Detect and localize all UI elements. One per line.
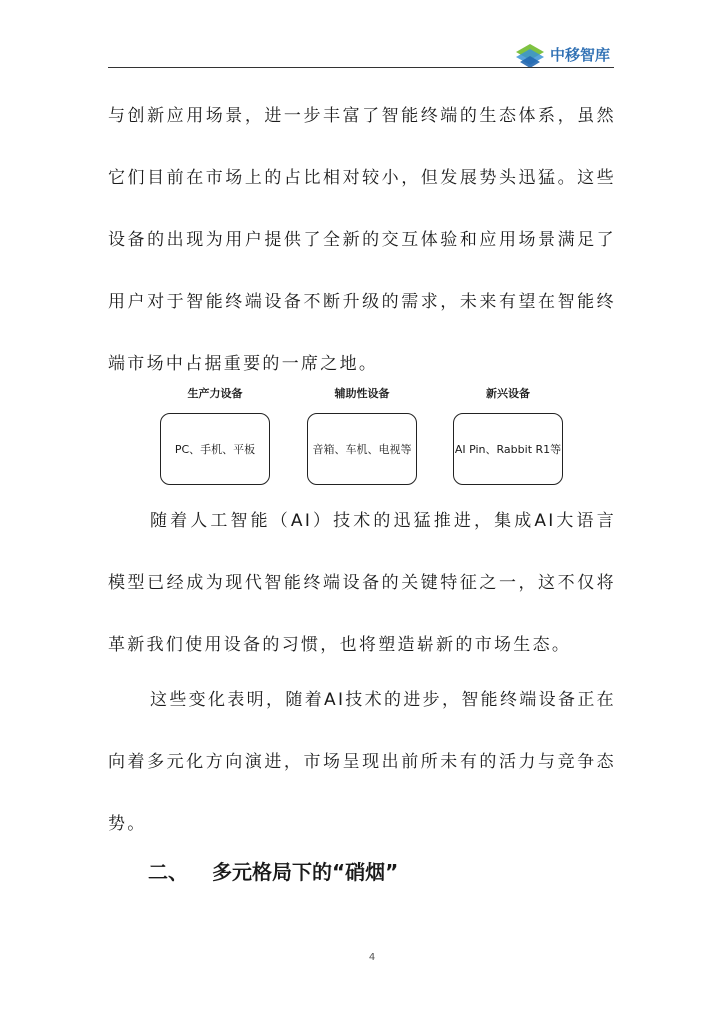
- logo-text: 中移智库: [550, 45, 611, 64]
- diagram-title: 新兴设备: [486, 387, 530, 400]
- section-heading: [148, 856, 398, 885]
- diagram-box: PC、手机、平板: [160, 413, 270, 485]
- paragraph-1: 与创新应用场景，进一步丰富了智能终端的生态体系，虽然它们目前在市场上的占比相对较小，但发展势头迅猛。这些设备的出现为用户提供了全新的交互体验和应用场景满足了用户对于智能终端设备不断升级的需求，未来有望在智能终端市场中占据重要的一席之地。: [108, 106, 616, 374]
- diagram-title: 辅助性设备: [334, 387, 390, 400]
- diagram-box: 音箱、车机、电视等: [307, 413, 417, 485]
- paragraph-3: 这些变化表明，随着AI技术的进步，智能终端设备正在向着多元化方向演进，市场呈现出前所未有的活力与竞争态势。: [108, 690, 616, 834]
- section-title: 多元格局下的“硝烟”: [212, 860, 399, 884]
- page-number: 4: [368, 952, 376, 963]
- diagram-column-productivity: [160, 383, 270, 485]
- header-logo: [512, 38, 617, 70]
- logo-mark-icon: [512, 38, 548, 70]
- diagram-column-auxiliary: [307, 383, 417, 485]
- device-category-diagram: [150, 383, 580, 489]
- paragraph-2: 随着人工智能（AI）技术的迅猛推进，集成AI大语言模型已经成为现代智能终端设备的关键特征之一，这不仅将革新我们使用设备的习惯，也将塑造崭新的市场生态。: [108, 511, 616, 655]
- diagram-title: 生产力设备: [187, 387, 243, 400]
- section-number: 二、: [148, 860, 188, 884]
- header-divider: [108, 67, 614, 68]
- diagram-column-emerging: [453, 383, 563, 485]
- diagram-box: AI Pin、Rabbit R1等: [453, 413, 563, 485]
